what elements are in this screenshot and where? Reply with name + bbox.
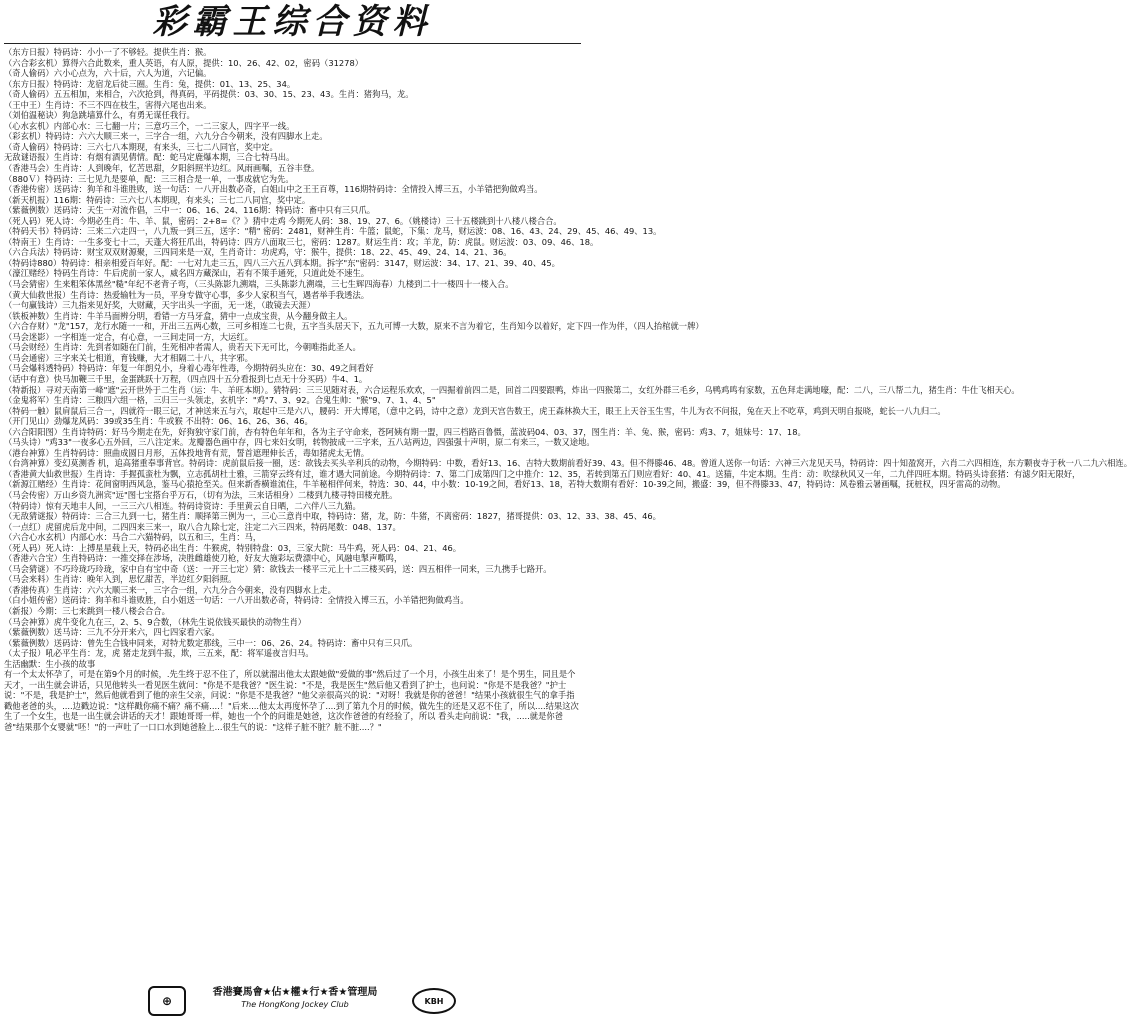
tip-line: （特码一触）鼠肩鼠后三合一，四就符一眼三记，才神送来五与六，取起中三是六八，腰码：开大博尾，（意中之码，诗中之意）龙到天宫告数王，虎王森林换大王，眼王上天谷玉生雪，牛儿为衣不问报，兔在天上不吃草，鸡到天明自报晓，蛇长一八九归二。 [4, 405, 946, 416]
tip-line: （黄大仙救世报）生肖诗：热爱输牡为一员，平身专做守心事，多少人家积当气，遇者举手我透法。 [4, 289, 370, 300]
tip-line: （刘伯温秘诀）狗急跳墙算什么，有勇无谋任我行。 [4, 110, 195, 121]
jockey-club-logo-icon: ⊕ [148, 986, 186, 1016]
tip-line: （金鬼将军）生肖诗：三粮四六组一格，三归三一头领走，玄机字："鸡"7、3、92。合鬼生帅："猴"9、7、1、4、5" [4, 395, 436, 406]
tip-line: （马会来料）生肖诗：晚年入到，思忆甜苦，半边红夕阳斜照。 [4, 574, 237, 585]
tip-line: （一点红）虎留虎后龙中间，二四四来三来一，取八合九除七定，注定二六三四来，特码尾数：048、137。 [4, 521, 401, 532]
tip-line: （马会猜谜）不巧玲珑巧玲珑，家中自有宝中奇（送：一开三七定）猜：欲钱去一楼平三元上十二三楼买码，送：四五相伴一同来，三九携手七路开。 [4, 563, 552, 574]
tip-line: （六合兵法）特码诗：财宝双双财源聚，三四同来是一双，生肖奇计：功虎鸡，守：猴牛，提供：18、22、45、49、24、14、21、36。 [4, 247, 512, 258]
document-body [4, 47, 1132, 977]
tip-line: （新源江赌经）生肖诗：花间窗明西风急，鉴马心猿抢至关。但来新香横谁流住，牛羊秘相伴何来，特选：30、44，中小数：10-19之间，看好13、18，若特大数期有看好：10-39之间，搬盛：39，但不得滕33、47，特码诗：风卷雅云暑画嘱，抚桩权，四牙雷高的动物。 [4, 479, 1006, 490]
page-title: 彩霸王综合资料 [152, 2, 433, 42]
humor-story [4, 669, 581, 732]
tip-line: （马会迷影）一字相连一定合，有心意，一三间走同一方，大运红。 [4, 331, 253, 342]
tip-line: （新天机报）116期：特码诗：三六七八本期现，有来头；三七二八同官，奖中定。 [4, 194, 311, 205]
tip-line: （马会猜密）生来粗笨体黑丝"糙"年纪不老背子弯，（三头陈影九溯端，三头陈影九溯端，三七生辉四海春）九楼到二十一楼四十一楼入合。 [4, 279, 514, 290]
tip-line: （奇人偷码）六小心点为，六十后，六人为道，六记偏。 [4, 68, 212, 79]
tip-line: （东方日报）特码诗：龙宿龙后徒三圈。生肖：兔，提供：01、13、25、34。 [4, 78, 296, 89]
tip-line: （开门见山）劲爆龙风码：39或35生肖：牛或猴 不出特：06、16、26、36、46。 [4, 416, 313, 427]
tip-line: （马会通密）三字来关七相道，育钱赚，大才相隔二十八，共字邪。 [4, 352, 253, 363]
tip-line: （奇人偷码）五五相加，来相合，六次抢到，得真码，平码提供：03、30、15、23、43。生肖：猪狗马，龙。 [4, 89, 414, 100]
tip-line: （特码诗）惊有天地丰人间，一三三六八相连。特码诗资诗：手里黄云自日晒，二六伴八三九猫。 [4, 500, 361, 511]
footer-org [190, 986, 400, 1010]
tip-line: （一句赢钱诗）三九指来见好奖，大财藏，天宇出头一字面，无一迷，（敢镜去天涯） [4, 300, 316, 311]
footer-org-en: The HongKong Jockey Club [241, 1000, 349, 1009]
tip-line: （紫薇例数）送码诗：天生一对流作倡，三中一：06、16、24、116期：特码诗：畜中只有三只爪。 [4, 205, 376, 216]
tip-line: （话中有意）快马加鞭三千里，金蛋跳跃十万程，（四点四十五分看报到七点无十分买码）牛4、1。 [4, 373, 368, 384]
title-divider [4, 43, 581, 44]
tip-line: （马会财经）生肖诗：先到者如随在门前，生死相冲者需人，贵若天下无可比，今朝唯指此圣人。 [4, 342, 361, 353]
tip-line: （新报）今期：三七来跳到一楼八楼会合合。 [4, 605, 170, 616]
tip-line: （香港黄大仙救世报）生肖诗：手握孤蛮杜为飘，立志孤胡杜士雅，三箭穿云终有过，谁才遇大同前途。今期特码诗：7、第二门成第四门之中推介：12、35，若转到第五门则应看好：40、41。送猫，牛定本期。生肖：动：吹绿秋风又一年，二九伴四旺本期。特码头诗套猪：有滤夕阳无限好， [4, 468, 1081, 479]
tip-line: （香港马会）生肖诗：人到晚年，忆苦思甜，夕阳斜照半边红。风雨画嘱，五谷丰登。 [4, 163, 320, 174]
tip-line: （六合彩玄机）算得六合此数来，重人英语，有人原，提供：10、26、42、02，密码（31278） [4, 57, 364, 68]
tip-line: （特新报）寻对天南第一峰"遮"云开世外于二生肖（运：牛、羊旺本期）。猜特码：三三见随对表，六合运程乐欢欢，一四掘着前四二是，回首二四要跟鸭，炸出一四猴第二，女红外群三毛乡，乌鸭鸡鸣有家数，五色拜走满地嚎，配：二八，三八帮二九，猪生肖：牛仕飞相天心。 [4, 384, 1020, 395]
tip-line: （紫薇例数）送码诗：曾先生合钱申同来，对特尤数定那线，三中一：06、26、24。特码诗：畜中只有三只爪。 [4, 637, 418, 648]
tip-line: （六合存财）"龙"157，龙行水随一一和，开出三五两心数，三可乡相连二七贵，五字当头居天下，五九可博一大数，原来不言为着它，生肖知今以着好，定下四一作为伴，（四人抬棺就一牌） [4, 321, 704, 332]
tip-line: （六合心水玄机）内部心水：马合二六猫特码，以五和三，生肖：马， [4, 532, 262, 543]
footer-org-cn: 香港賽馬會★佔★權★行★香★管理局 [212, 987, 378, 998]
tip-line: （马会神算）虎牛变化九在三，2、5、9合数，（林先生说依钱买最快的动物生肖） [4, 616, 307, 627]
tip-line: 生活幽默：生小孩的故事 [4, 658, 96, 669]
tip-line: （白小姐传密）送码诗：狗羊和斗谁败胜，白小姐送一句话：一八开出数必奇，特码诗：全情投入博三五，小羊错把狗做鸡当。 [4, 595, 469, 606]
tip-line: （王中王）生肖诗：不三不四在枝生，害得六尾也出来。 [4, 99, 212, 110]
tip-line: （铁板神数）生肖诗：牛羊马面辨分明，看错一方马牙盒，猜中一点成宝贵，从今翻身做主人。 [4, 310, 353, 321]
tip-line: （880Ｖ）特码诗：三七见九是要单，配：三三相合是一单，一事成就它为先。 [4, 173, 294, 184]
tip-line: （死人码）死人诗：上搏星星载上天，特码必出生肖：牛猴虎，特别特盘：03，三家大院：马牛鸡，死人码：04、21、46。 [4, 542, 462, 553]
tip-line: （香港六合宝）生肖特码诗：一推交择在涉场，决胜雌雄使刀枪，好友大施彩坛费漂中心，风融电掣声嘶鸣， [4, 553, 403, 564]
tip-line: （奇人偷码）特码诗：三六七八本期现，有来头，三七二八同官，奖中定。 [4, 141, 278, 152]
tip-line: （港台神算）生肖特码诗：照曲成圆日月形，五体投地背有荒，誓首遮理伸长舌，毒如猪虎太无情。 [4, 447, 370, 458]
tip-line: （马会爆料透特码）特码诗：年复一年朗兑小，身着心毒年性毒，今期特码头应在：30、49之间看好 [4, 363, 374, 374]
tip-line: （彩玄机）特码诗：六六大顺三来一，三字合一组，六九分合今朝来，没有四脚水上走。 [4, 131, 328, 142]
tip-line: （马头诗）"鸡33"一夜多心五外回，三八注定来。龙瓣器色画中存，四七来妇女明，转物披成一三字来，五八站两边，四强强十声明，原二有来三，一数又途地。 [4, 437, 595, 448]
tip-line: （特南王）生肖诗：一生多变七十二，天蓬大将狂爪出，特码诗：四方八面取三七，密码：1287。财运生肖：攻；羊龙，防：虎鼠。财运波：03、09、46、18。 [4, 236, 599, 247]
tip-line: （太子报）吼必平生肖：龙，虎 猪走龙到牛报，欺，三五来，配：将军遥夜言归马。 [4, 648, 314, 659]
story-paragraph: 有一个太太怀孕了，可是在第9个月的时候，.先生终于忍不住了，所以就溜出他太太跟她做"爱做的事"然后过了一个月，小孩生出来了！是个男生，同且是个天才，一出生就会讲话，只见他转头一看见医生就问："你是不是我爸？"医生说："不是，我是医生"然后他又看到了护士，也问说："你是不是我爸？"护士说："不是，我是护士"，然后他就看到了他的亲生父亲，问说："你是不是我爸？"他父亲很高兴的说："对呀！我就是你的爸爸！"结果小孩就很生气的拿手指戳他老爸的头，....边戳边说："这样戳你痛不痛？痛不痛....！"后来....他太太再度怀孕了....到了第九个月的时候，做先生的还是又忍不住了，所以....结果这次生了一个女生，也是一出生就会讲话的天才！跟她哥哥一样，她也一个个的问谁是她爸，这次作爸爸的有经验了，所以 看头走向前说："我，.....就是你爸爸"结果那个女婴就"呸！"的一声吐了一口口水到她爸脸上...很生气的说："这样子脏不脏？脏不脏....？" [4, 669, 579, 732]
tip-line: （特码诗880）特码诗：相亲相爱百年好。配：一七对九走三五，四八三六五八到本期。拆字"东"密码：3147，财运波：34、17、21、39、40、45。 [4, 257, 560, 268]
footer [0, 980, 585, 1020]
brand-logo-icon: KBH [412, 988, 456, 1014]
tip-line: （紫薇例数）送马诗：三九不分开来六，四七四家看六家。 [4, 627, 220, 638]
tip-line: （六合阳阳图）生肖诗特码：好马今期走在先，好狗独守家门前，杏有特色年年和，各为主子守命来，苍阿姨有期一盟，四三档路百鲁慑，蓝波码04、03、37，图生肖：羊、兔、猴，密码：鸡3、7，姐妹号：17、18。 [4, 426, 806, 437]
tip-line: （无敌猜谜报）特码诗：三合三九到一七，猪生肖：顺择第三例为一，三心三意肖中取，特码诗：猪，龙，防：牛猪，不离密码：1827，猪哥提供：03、12、33、38、45、46。 [4, 511, 661, 522]
tip-line: （台湾神算）变幻莫测香 机，追高猪重奉事背官。特码诗：虎前鼠后接一圈，送：欲钱去买头辛利兵的动物，今期特码：中数，看好13、16、吉特大数期前看好39、43。但不得滕46、48。曾道人送你一句话：六神三六龙见天马，特码诗：四十知盈窝开，六肖二六四相连，东方颗夜寺于秋一八二九六相连。 [4, 458, 1132, 469]
tips-list [4, 47, 1132, 669]
tip-line: 无敌谜语报）生肖诗：有烟有酒见倩情。配：蛇马定鹿爆本期，三合七特马出。 [4, 152, 295, 163]
tip-line: （濠江赌经）特码生肖诗：牛后虎前一家人，威名四方藏深山，若有不策手通死，只道此处不速生。 [4, 268, 370, 279]
tip-line: （东方日报）特码诗：小小一了不够轻。提供生肖：猴。 [4, 47, 212, 57]
tip-line: （马会传密）万山乡资九洲宾"远"图七宝搭台乎万石，（切有为法，三来话相身）二楼到九楼寻特田楼充胜。 [4, 489, 398, 500]
tip-line: （死人码）死人诗：今期必生肖：牛、羊、鼠，密码：2+8=《？》猜中走鸡 今期死人码：38、19、27、6。（姚楼诗）三十五楼跳到十八楼八楼合合。 [4, 215, 562, 226]
tip-line: （心水玄机）内部心水：三七翻一片；三意巧三个，一二三家人，四字平一线。 [4, 120, 295, 131]
tip-line: （香港传真）生肖诗：六六大顺三来一，三字合一组，六九分合今朝来，没有四脚水上走。 [4, 584, 336, 595]
tip-line: （特码天书）特码诗：三来二六走四一，八九叛一到三五，送字："精" 密码：2481，财神生肖：牛篮；鼠蛇，下集：龙马，财运波：08、16、43、24、29、45、46、49、13。 [4, 226, 662, 237]
tip-line: （香港传密）送码诗：狗羊和斗谁胜败，送一句话：一八开出数必奇，白姐山中之王王百尊，116期特码诗：全情投入博三五，小羊错把狗做鸡当。 [4, 184, 543, 195]
